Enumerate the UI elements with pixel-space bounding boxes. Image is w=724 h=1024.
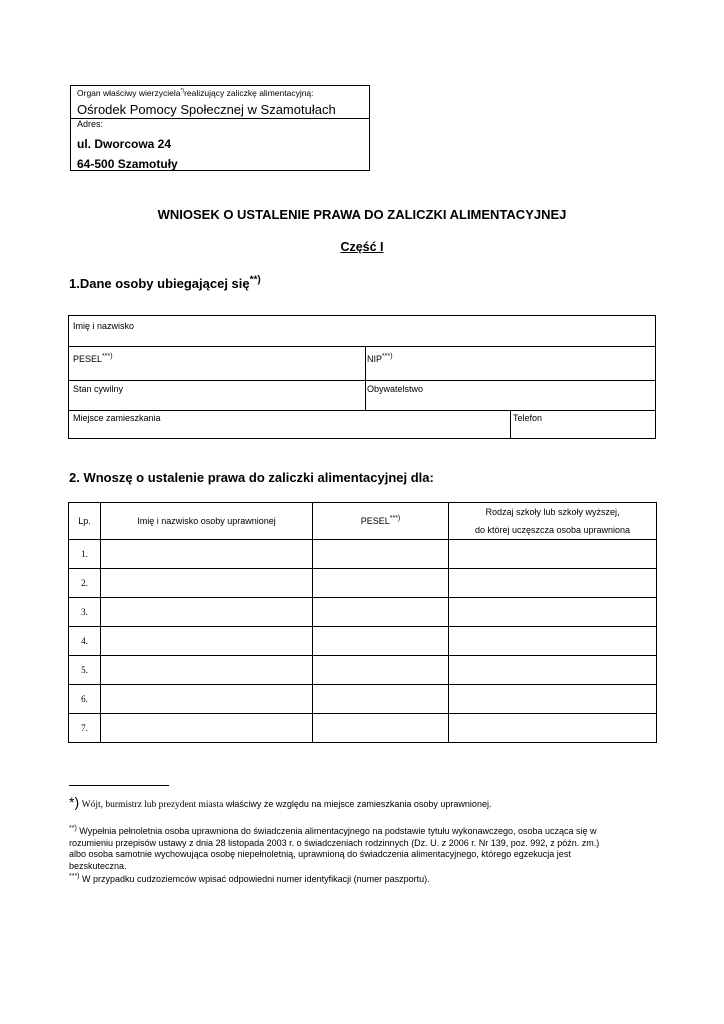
table-row	[69, 656, 657, 685]
pesel-cell[interactable]	[313, 627, 449, 656]
document-title: WNIOSEK O USTALENIE PRAWA DO ZALICZKI ALIMENTACYJNEJ	[157, 207, 567, 222]
row-number: 3.	[69, 598, 101, 627]
column-divider	[510, 410, 511, 439]
school-cell[interactable]	[449, 598, 657, 627]
row-divider	[69, 410, 655, 411]
row-number: 4.	[69, 627, 101, 656]
pesel-header: PESEL***)	[313, 503, 449, 540]
table-row	[69, 627, 657, 656]
authority-organization: Ośrodek Pomocy Społecznej w Szamotułach	[77, 102, 336, 117]
beneficiaries-table	[68, 502, 657, 743]
table-row	[69, 569, 657, 598]
pesel-cell[interactable]	[313, 540, 449, 569]
name-cell[interactable]	[101, 627, 313, 656]
row-number: 1.	[69, 540, 101, 569]
phone-field[interactable]: Telefon	[513, 413, 543, 423]
table-row	[69, 540, 657, 569]
name-cell[interactable]	[101, 569, 313, 598]
table-row	[69, 685, 657, 714]
school-header: Rodzaj szkoły lub szkoły wyższej, do której uczęszcza osoba uprawniona	[449, 503, 657, 540]
pesel-cell[interactable]	[313, 714, 449, 743]
table-row	[69, 714, 657, 743]
residence-field[interactable]: Miejsce zamieszkania	[73, 413, 161, 423]
name-cell[interactable]	[101, 685, 313, 714]
part-heading: Część I	[340, 240, 384, 254]
name-cell[interactable]	[101, 656, 313, 685]
school-cell[interactable]	[449, 569, 657, 598]
address-label: Adres:	[77, 119, 104, 129]
row-divider	[69, 380, 655, 381]
applicant-data-table	[68, 315, 656, 439]
footnote-3: ***) W przypadku cudzoziemców wpisać odpowiedni numer identyfikacji (numer paszportu).	[69, 873, 430, 884]
school-cell[interactable]	[449, 656, 657, 685]
column-divider	[365, 346, 366, 410]
lp-header: Lp.	[69, 503, 101, 540]
row-number: 6.	[69, 685, 101, 714]
pesel-field[interactable]: PESEL***)	[73, 353, 113, 364]
footnote-2: **) Wypełnia pełnoletnia osoba uprawniona do świadczenia alimentacyjnego na podstawie tytułu wykonawczego, osoba ucząca się w rozumieniu przepisów ustawy z dnia 28 listopada 2003 r. o świadczeniach rodzinnych (Dz. U. z 2006 r. Nr 139, poz. 992, z późn. zm.) albo osoba samotnie wychowująca osobę niepełnoletnią, uprawnioną do świadczenia alimentacyjnego, którego egzekucja jest bezskuteczna.	[69, 825, 600, 871]
footnote-1: *) Wójt, burmistrz lub prezydent miasta właściwy ze względu na miejsce zamieszkania osoby uprawnionej.	[69, 794, 492, 810]
name-cell[interactable]	[101, 540, 313, 569]
table-header-row	[69, 503, 657, 540]
authority-divider	[71, 118, 369, 119]
school-cell[interactable]	[449, 627, 657, 656]
nip-field[interactable]: NIP***)	[367, 353, 393, 364]
section2-heading: 2. Wnoszę o ustalenie prawa do zaliczki alimentacyjnej dla:	[69, 470, 434, 485]
pesel-cell[interactable]	[313, 569, 449, 598]
row-number: 7.	[69, 714, 101, 743]
row-divider	[69, 346, 655, 347]
school-cell[interactable]	[449, 714, 657, 743]
citizenship-field[interactable]: Obywatelstwo	[367, 384, 424, 394]
marital-status-field[interactable]: Stan cywilny	[73, 384, 124, 394]
pesel-cell[interactable]	[313, 685, 449, 714]
row-number: 5.	[69, 656, 101, 685]
name-cell[interactable]	[101, 714, 313, 743]
name-header: Imię i nazwisko osoby uprawnionej	[101, 503, 313, 540]
name-cell[interactable]	[101, 598, 313, 627]
pesel-cell[interactable]	[313, 656, 449, 685]
name-field[interactable]: Imię i nazwisko	[73, 321, 135, 331]
address-street: ul. Dworcowa 24	[77, 137, 172, 151]
footnote-separator	[69, 785, 169, 786]
authority-label: Organ właściwy wierzyciela*)realizujący zaliczkę alimentacyjną:	[77, 88, 314, 98]
school-cell[interactable]	[449, 540, 657, 569]
pesel-cell[interactable]	[313, 598, 449, 627]
authority-box	[70, 85, 370, 171]
school-cell[interactable]	[449, 685, 657, 714]
row-number: 2.	[69, 569, 101, 598]
section1-heading: 1.Dane osoby ubiegającej się**)	[69, 274, 261, 291]
address-city: 64-500 Szamotuły	[77, 157, 178, 171]
table-row	[69, 598, 657, 627]
